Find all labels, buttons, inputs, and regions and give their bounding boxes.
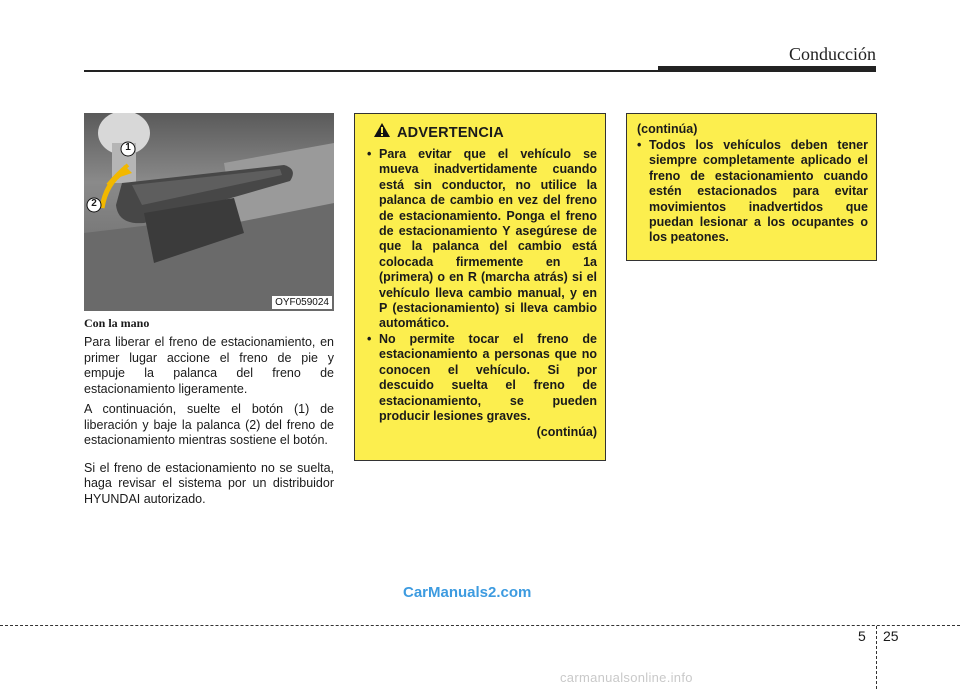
continuation-head: (continúa) [637,122,698,136]
continuation-item: • Todos los vehículos deben tener siempre completamente aplicado el freno de estacionamiento cuando estén estacionados para evitar movimientos inadvertidos que puedan lesionar a los ocupantes o los peatones. [637,138,868,245]
warning-header [367,122,597,143]
figure-code: OYF059024 [272,296,332,309]
page-number: 25 [883,628,899,644]
continuation-list [637,138,868,246]
warning-item: • No permite tocar el freno de estacionamiento a personas que no conocen el vehículo. Si por descuido suelta el freno de estacionamiento, se pueden producir lesiones graves. [367,331,597,423]
callout-2-label: 2 [91,198,97,209]
callout-1-label: 1 [125,142,131,153]
page-separator [876,626,877,689]
paragraph-3: Si el freno de estacionamiento no se suelta, haga revisar el sistema por un distribuidor HYUNDAI autorizado. [84,460,334,506]
section-subtitle: Con la mano [84,316,150,330]
parking-brake-photo [84,113,334,311]
warning-triangle-icon [373,122,391,143]
section-number: 5 [858,628,866,644]
header-bar [658,66,876,72]
warning-list [367,147,597,424]
watermark-link[interactable]: CarManuals2.com [403,584,532,601]
site-watermark: carmanualsonline.info [560,670,693,685]
warning-title: ADVERTENCIA [397,124,504,141]
warning-item: • Para evitar que el vehículo se mueva inadvertidamente cuando está sin conductor, no utilice la palanca de cambio en vez del freno de estacionamiento. Ponga el freno de estacionamiento Y asegúrese de que la palanca del cambio está colocada firmemente en 1a (primera) o en R (marcha atrás) si el vehículo lleva cambio manual, y en P (estacionamiento) si lleva cambio automático. [367,147,597,331]
parking-brake-illustration [84,113,334,311]
paragraph-2: A continuación, suelte el botón (1) de liberación y baje la palanca (2) del freno de estacionamiento mientras sostiene el botón. [84,402,334,447]
footer-rule [0,625,960,626]
paragraph-1: Para liberar el freno de estacionamiento, en primer lugar accione el freno de pie y empuje la palanca del freno de estacionamiento ligeramente. [84,335,334,396]
header-rule [84,70,658,72]
continues-label: (continúa) [536,425,597,440]
page-header-title: Conducción [789,44,876,64]
continuation-box [626,113,877,261]
left-column [84,316,334,512]
warning-box [354,113,606,461]
